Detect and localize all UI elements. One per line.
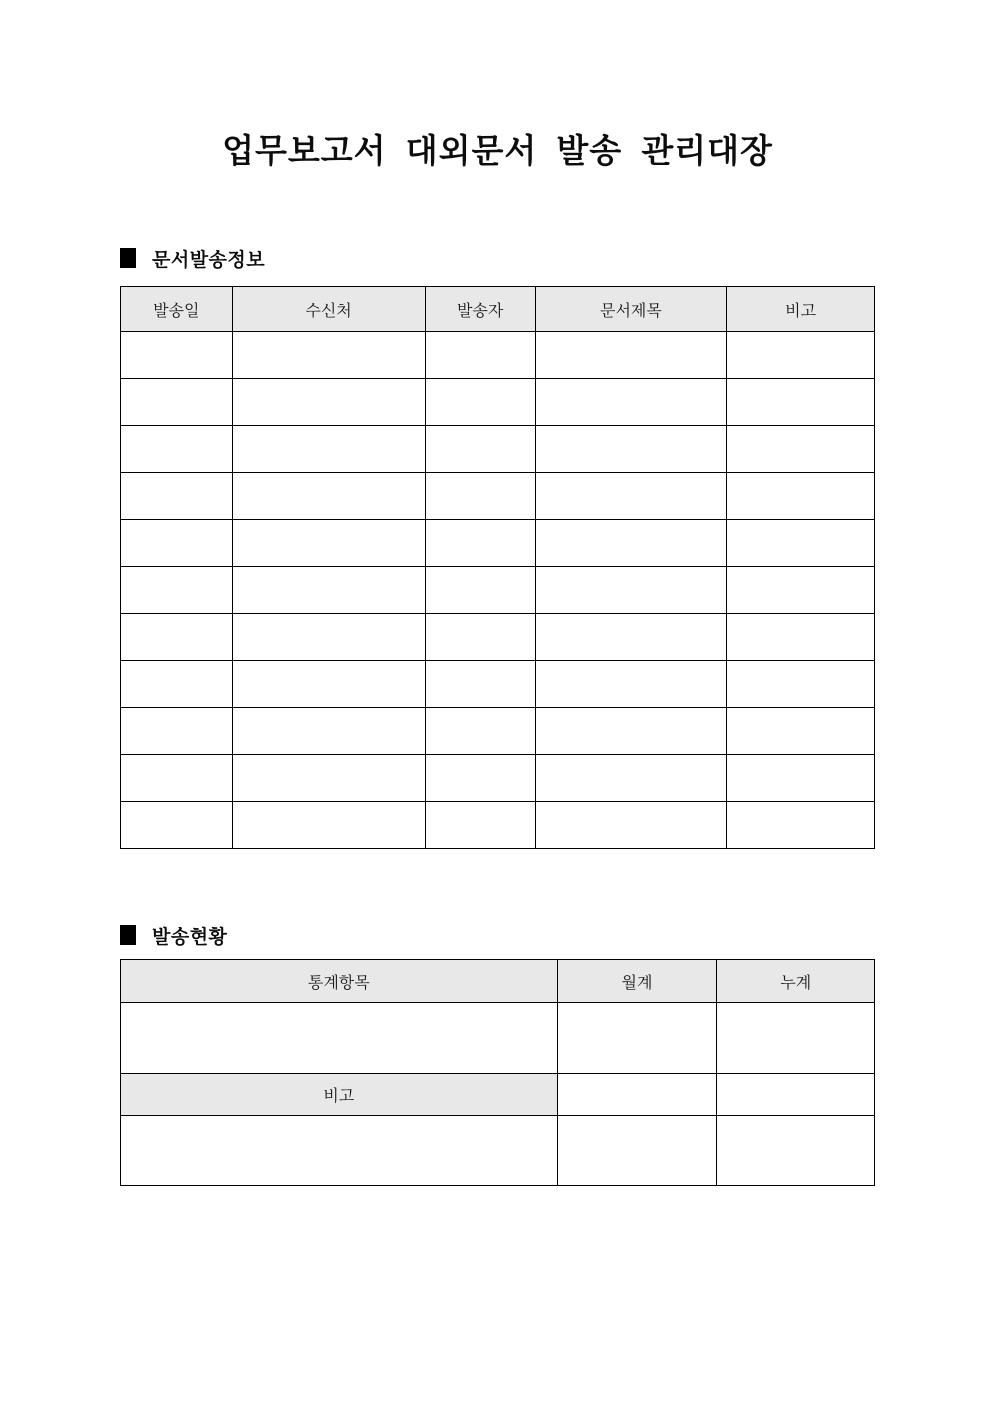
empty-cell	[557, 1116, 717, 1186]
table-row	[121, 379, 875, 426]
empty-cell	[232, 802, 425, 849]
empty-cell	[535, 708, 727, 755]
empty-cell	[425, 661, 535, 708]
column-header-sender: 발송자	[425, 287, 535, 332]
empty-cell	[425, 520, 535, 567]
empty-cell	[727, 520, 875, 567]
table-row	[121, 520, 875, 567]
column-header-send-date: 발송일	[121, 287, 233, 332]
section-heading-text: 문서발송정보	[152, 249, 266, 271]
empty-cell	[121, 708, 233, 755]
empty-cell	[232, 520, 425, 567]
empty-cell	[425, 473, 535, 520]
empty-cell	[727, 755, 875, 802]
empty-cell	[425, 332, 535, 379]
column-header-cumulative: 누계	[717, 960, 875, 1003]
empty-cell	[557, 1003, 717, 1074]
empty-cell	[727, 708, 875, 755]
dispatch-info-header-row	[121, 287, 875, 332]
dispatch-status-header-row	[121, 960, 875, 1003]
empty-cell	[121, 661, 233, 708]
empty-cell	[121, 520, 233, 567]
square-bullet-icon	[120, 925, 136, 945]
table-row	[121, 755, 875, 802]
empty-cell	[121, 802, 233, 849]
empty-cell	[535, 755, 727, 802]
empty-cell	[535, 567, 727, 614]
empty-cell	[232, 661, 425, 708]
table-row	[121, 802, 875, 849]
empty-cell	[717, 1074, 875, 1116]
remarks-label-cell: 비고	[121, 1074, 558, 1116]
empty-cell	[121, 473, 233, 520]
section-heading-dispatch-status	[120, 923, 875, 947]
dispatch-status-table	[120, 959, 875, 1186]
empty-cell	[425, 567, 535, 614]
empty-cell	[121, 1116, 558, 1186]
dispatch-info-table	[120, 286, 875, 849]
status-row	[121, 1116, 875, 1186]
empty-cell	[727, 332, 875, 379]
empty-cell	[535, 426, 727, 473]
empty-cell	[425, 708, 535, 755]
empty-cell	[557, 1074, 717, 1116]
empty-cell	[232, 332, 425, 379]
empty-cell	[535, 614, 727, 661]
table-row	[121, 661, 875, 708]
table-row	[121, 332, 875, 379]
remarks-row	[121, 1074, 875, 1116]
empty-cell	[425, 379, 535, 426]
empty-cell	[121, 426, 233, 473]
empty-cell	[717, 1003, 875, 1074]
empty-cell	[425, 614, 535, 661]
table-row	[121, 426, 875, 473]
empty-cell	[425, 426, 535, 473]
column-header-monthly-total: 월계	[557, 960, 717, 1003]
column-header-recipient: 수신처	[232, 287, 425, 332]
empty-cell	[232, 473, 425, 520]
status-row	[121, 1003, 875, 1074]
empty-cell	[535, 661, 727, 708]
column-header-stat-item: 통계항목	[121, 960, 558, 1003]
empty-cell	[121, 567, 233, 614]
empty-cell	[535, 332, 727, 379]
empty-cell	[535, 379, 727, 426]
empty-cell	[232, 426, 425, 473]
empty-cell	[727, 473, 875, 520]
empty-cell	[232, 755, 425, 802]
empty-cell	[727, 379, 875, 426]
empty-cell	[535, 520, 727, 567]
table-row	[121, 567, 875, 614]
empty-cell	[425, 802, 535, 849]
empty-cell	[121, 755, 233, 802]
empty-cell	[727, 567, 875, 614]
section-heading-dispatch-info	[120, 246, 875, 270]
empty-cell	[717, 1116, 875, 1186]
empty-cell	[232, 614, 425, 661]
square-bullet-icon	[120, 248, 136, 268]
empty-cell	[727, 661, 875, 708]
empty-cell	[232, 379, 425, 426]
section-heading-text: 발송현황	[152, 926, 228, 948]
empty-cell	[121, 379, 233, 426]
table-row	[121, 473, 875, 520]
empty-cell	[727, 614, 875, 661]
empty-cell	[727, 426, 875, 473]
empty-cell	[727, 802, 875, 849]
empty-cell	[535, 802, 727, 849]
empty-cell	[232, 567, 425, 614]
column-header-doc-title: 문서제목	[535, 287, 727, 332]
empty-cell	[121, 614, 233, 661]
table-row	[121, 708, 875, 755]
empty-cell	[425, 755, 535, 802]
empty-cell	[121, 1003, 558, 1074]
empty-cell	[232, 708, 425, 755]
page-title: 업무보고서 대외문서 발송 관리대장	[222, 132, 773, 169]
empty-cell	[121, 332, 233, 379]
table-row	[121, 614, 875, 661]
column-header-remarks: 비고	[727, 287, 875, 332]
empty-cell	[535, 473, 727, 520]
